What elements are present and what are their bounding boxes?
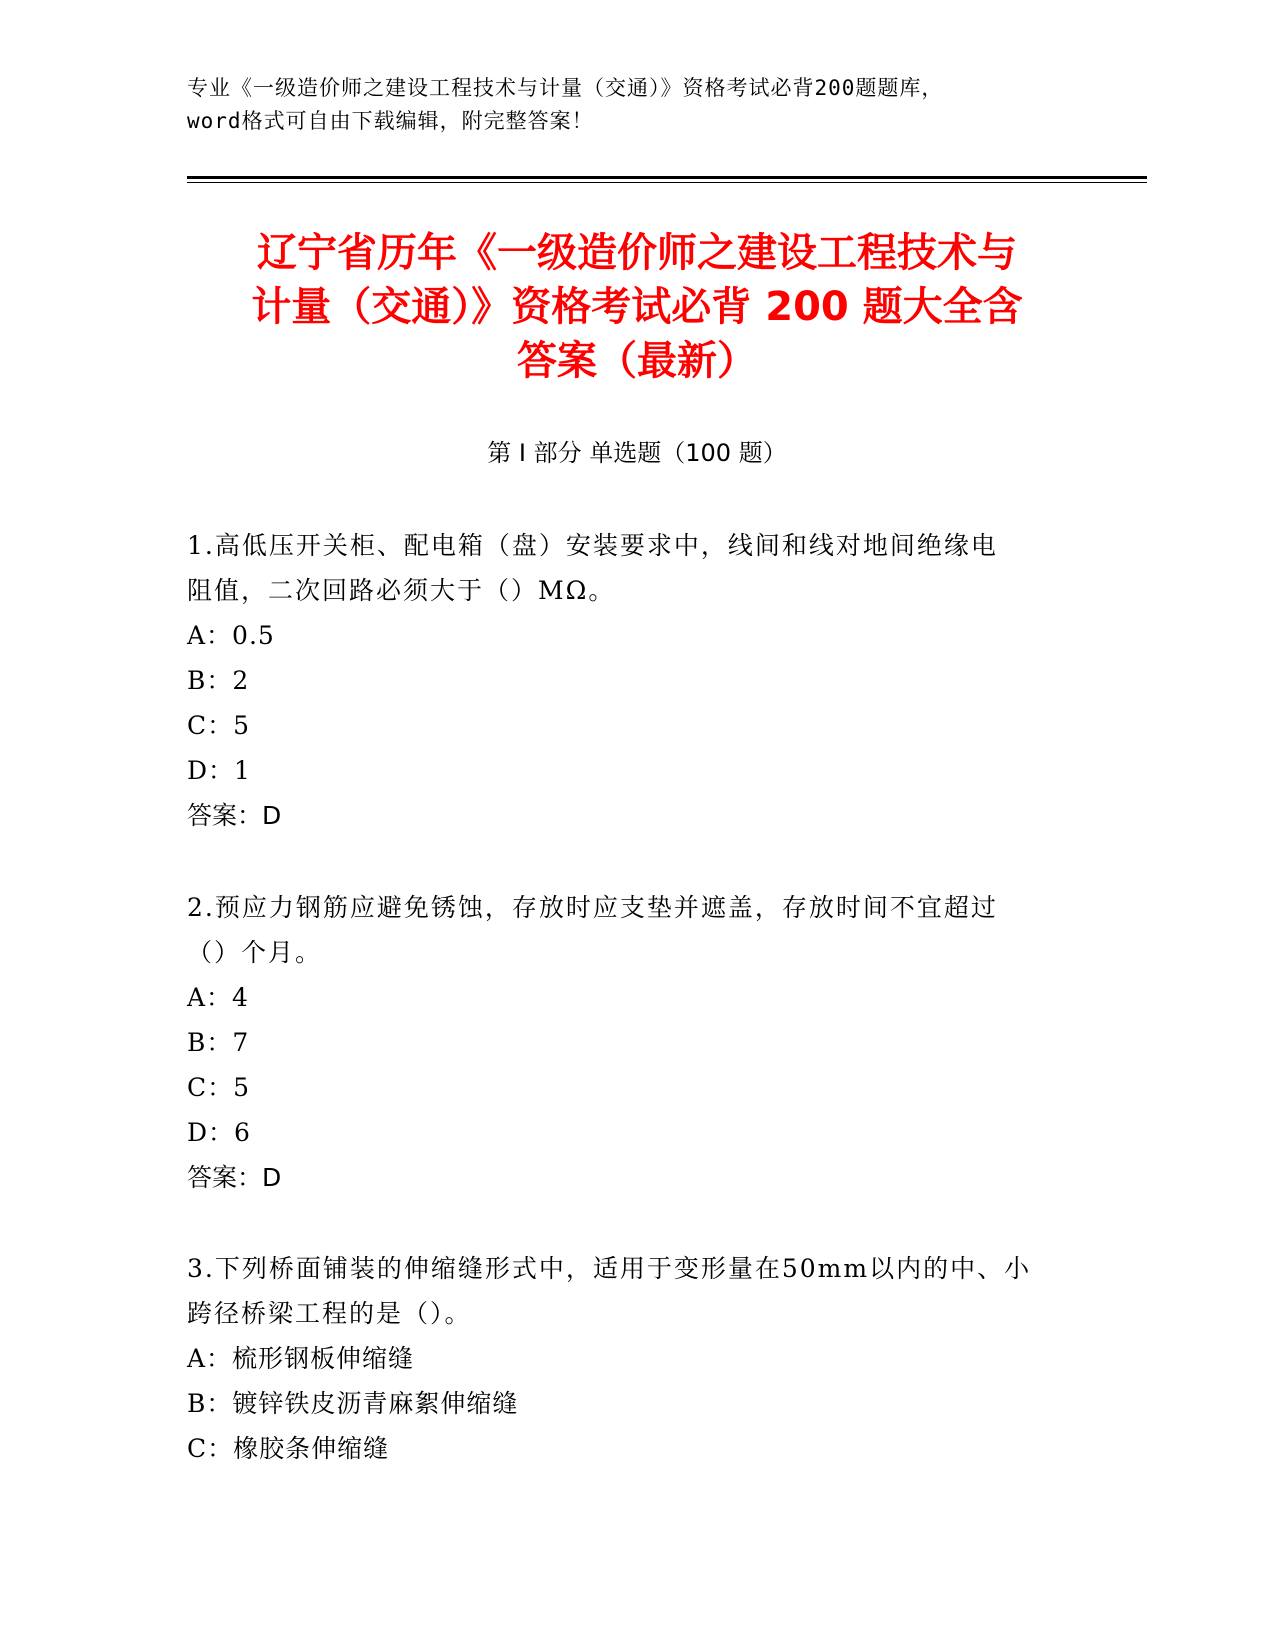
question-stem bbox=[187, 885, 1067, 975]
question-stem bbox=[187, 523, 1067, 613]
option-b: B：2 bbox=[187, 666, 250, 695]
header-note-line-1: 专业《一级造价师之建设工程技术与计量（交通）》资格考试必背200题题库， bbox=[187, 76, 944, 100]
option-b: B：镀锌铁皮沥青麻絮伸缩缝 bbox=[187, 1389, 519, 1418]
option-a: A：0.5 bbox=[187, 621, 275, 650]
answer: 答案：D bbox=[187, 1163, 282, 1192]
header-rule-thick bbox=[187, 176, 1147, 179]
question-3 bbox=[187, 1246, 1067, 1471]
document-title-line-3: 答案（最新） bbox=[517, 338, 757, 384]
document-title-line-1: 辽宁省历年《一级造价师之建设工程技术与 bbox=[257, 230, 1017, 276]
option-c: C：橡胶条伸缩缝 bbox=[187, 1434, 390, 1463]
document-title bbox=[187, 226, 1087, 388]
option-c: C：5 bbox=[187, 1073, 251, 1102]
section-heading: 第 I 部分 单选题（100 题） bbox=[487, 439, 787, 467]
question-stem-line-1: 1.高低压开关柜、配电箱（盘）安装要求中，线间和线对地间绝缘电 bbox=[187, 531, 998, 560]
header-rule-thin bbox=[187, 182, 1147, 183]
option-a: A：4 bbox=[187, 983, 249, 1012]
option-a: A：梳形钢板伸缩缝 bbox=[187, 1344, 415, 1373]
question-stem-line-1: 3.下列桥面铺装的伸缩缝形式中，适用于变形量在50mm以内的中、小 bbox=[187, 1254, 1032, 1283]
question-2 bbox=[187, 885, 1067, 1200]
header-note-line-2: word格式可自由下载编辑，附完整答案！ bbox=[187, 109, 594, 133]
question-1 bbox=[187, 523, 1067, 838]
answer: 答案：D bbox=[187, 801, 282, 830]
question-stem-line-2: 阻值，二次回路必须大于（）MΩ。 bbox=[187, 576, 616, 605]
question-stem-line-2: 跨径桥梁工程的是（）。 bbox=[187, 1299, 472, 1328]
option-d: D：1 bbox=[187, 756, 251, 785]
question-stem-line-1: 2.预应力钢筋应避免锈蚀，存放时应支垫并遮盖，存放时间不宜超过 bbox=[187, 893, 998, 922]
header-note bbox=[187, 72, 1087, 138]
question-stem-line-2: （）个月。 bbox=[187, 938, 323, 967]
document-title-line-2: 计量（交通）》资格考试必背 200 题大全含 bbox=[251, 284, 1023, 330]
option-d: D：6 bbox=[187, 1118, 251, 1147]
question-stem bbox=[187, 1246, 1067, 1336]
option-b: B：7 bbox=[187, 1028, 250, 1057]
option-c: C：5 bbox=[187, 711, 251, 740]
